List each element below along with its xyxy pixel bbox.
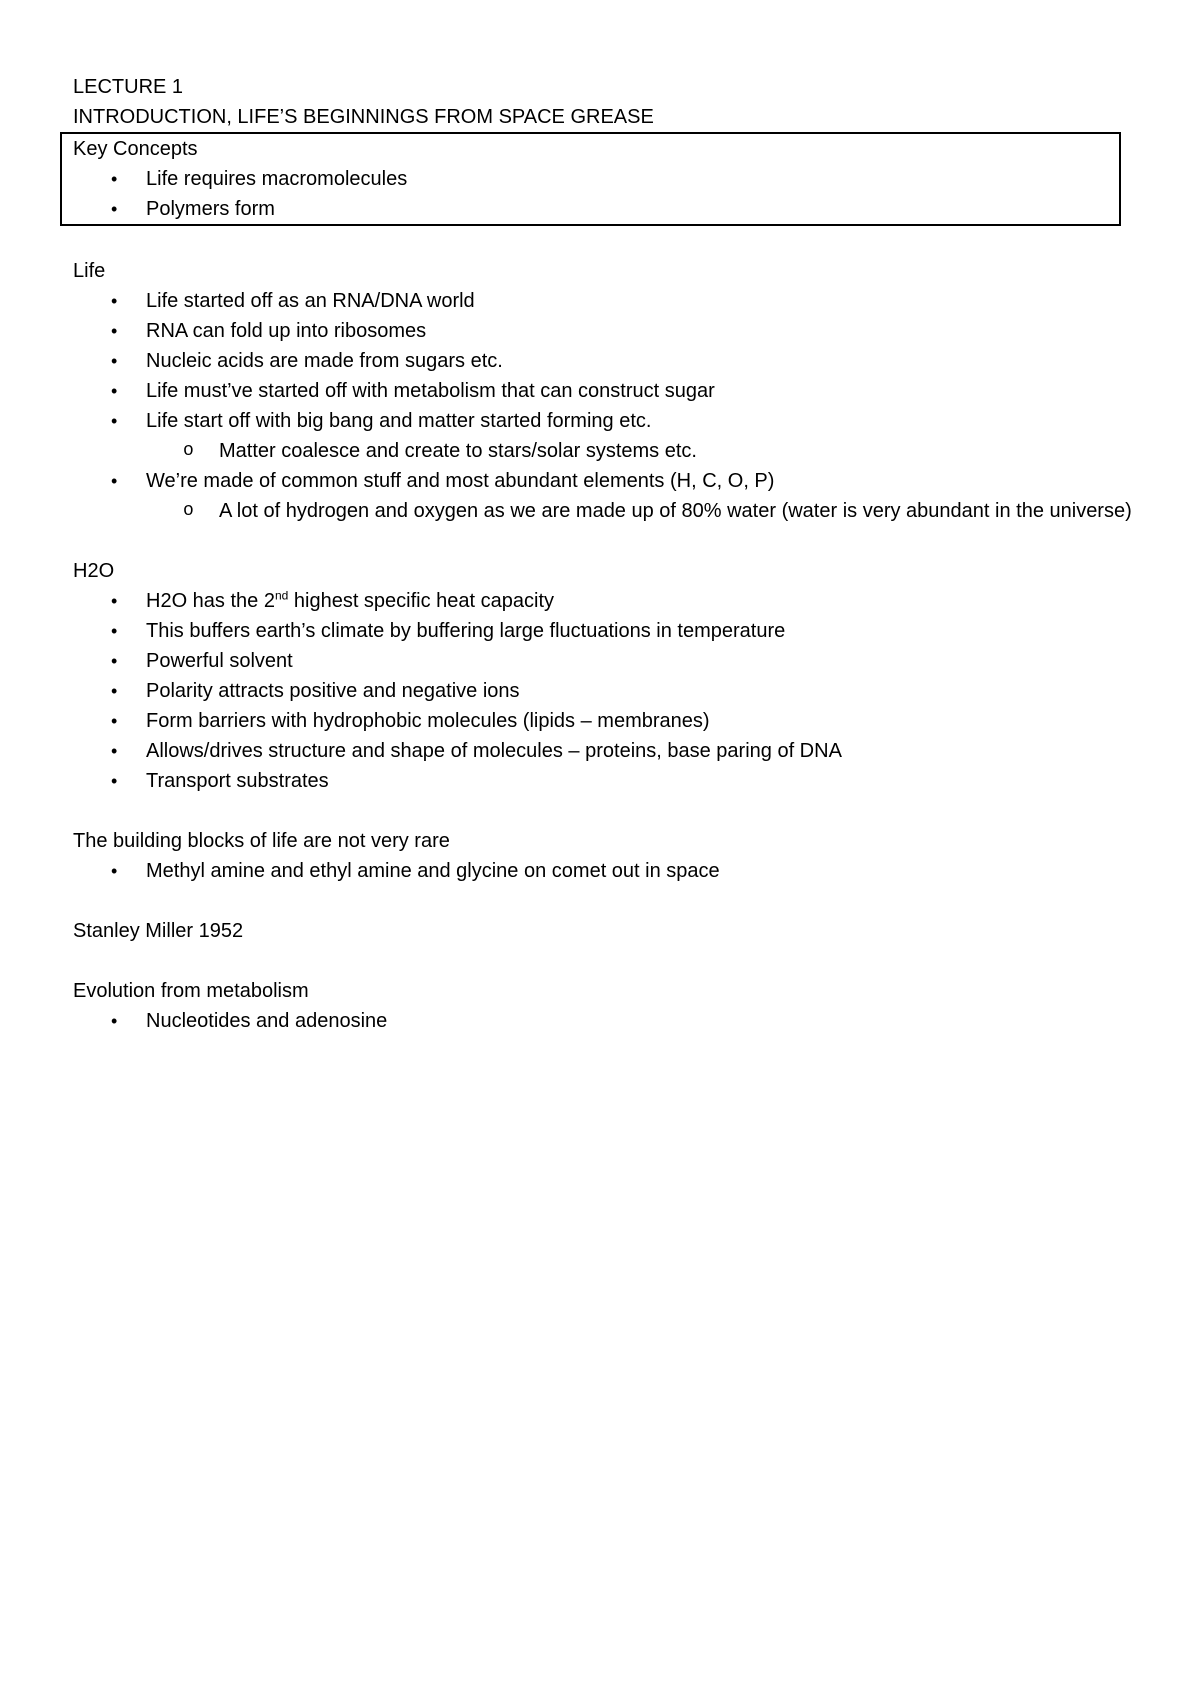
document-content: [73, 72, 1133, 1036]
section-miller: [73, 916, 1133, 946]
list-item: [73, 194, 1119, 224]
bullet-icon: •: [111, 861, 118, 881]
key-concepts-box: [60, 132, 1121, 226]
h2o-list: [73, 586, 1133, 796]
building-blocks-list: [73, 856, 1133, 886]
list-item: [73, 376, 1133, 406]
list-item-text: [146, 590, 554, 612]
bullet-icon: •: [111, 199, 118, 219]
list-item: [73, 586, 1133, 616]
sub-list-item-text: Matter coalesce and create to stars/solar systems etc.: [219, 440, 697, 462]
bullet-icon: •: [111, 321, 118, 341]
list-item: [73, 856, 1133, 886]
bullet-icon: •: [111, 1011, 118, 1031]
hollow-bullet-icon: o: [183, 501, 194, 521]
list-item-text: Allows/drives structure and shape of molecules – proteins, base paring of DNA: [146, 740, 842, 762]
section-evolution: [73, 976, 1133, 1036]
bullet-icon: •: [111, 651, 118, 671]
section-life: [73, 256, 1133, 526]
bullet-icon: •: [111, 621, 118, 641]
list-item-text: Methyl amine and ethyl amine and glycine on comet out in space: [146, 860, 720, 882]
bullet-icon: •: [111, 351, 118, 371]
sub-list-item-text: A lot of hydrogen and oxygen as we are made up of 80% water (water is very abundant in the universe): [219, 500, 1132, 522]
evolution-list: [73, 1006, 1133, 1036]
list-item: [73, 616, 1133, 646]
section-building-blocks: [73, 826, 1133, 886]
list-item: [73, 736, 1133, 766]
list-item-text: Life start off with big bang and matter started forming etc.: [146, 410, 652, 432]
bullet-icon: •: [111, 471, 118, 491]
list-item-text: RNA can fold up into ribosomes: [146, 320, 427, 342]
list-item: [73, 706, 1133, 736]
list-item: [73, 466, 1133, 526]
list-item-text: Life must’ve started off with metabolism that can construct sugar: [146, 380, 715, 402]
list-item: [73, 646, 1133, 676]
sub-list: [146, 496, 1133, 526]
list-item-text: This buffers earth’s climate by buffering large fluctuations in temperature: [146, 620, 786, 642]
list-item-text: Life requires macromolecules: [146, 168, 408, 190]
list-item-text: Nucleic acids are made from sugars etc.: [146, 350, 503, 372]
key-concepts-list: [73, 164, 1119, 224]
text-before-superscript: H2O has the 2: [146, 590, 275, 612]
list-item: [73, 346, 1133, 376]
bullet-icon: •: [111, 291, 118, 311]
key-concepts-heading: Key Concepts: [73, 138, 198, 160]
section-heading: Stanley Miller 1952: [73, 920, 244, 942]
list-item: [73, 1006, 1133, 1036]
list-item-text: Polarity attracts positive and negative ions: [146, 680, 520, 702]
section-heading: Evolution from metabolism: [73, 980, 309, 1002]
lecture-title: INTRODUCTION, LIFE’S BEGINNINGS FROM SPACE GREASE: [73, 106, 654, 128]
list-item: [73, 406, 1133, 466]
list-item: [73, 316, 1133, 346]
section-heading: Life: [73, 260, 106, 282]
list-item-text: Powerful solvent: [146, 650, 293, 672]
lecture-number: LECTURE 1: [73, 76, 184, 98]
section-h2o: [73, 556, 1133, 796]
superscript: nd: [274, 588, 289, 603]
list-item: [73, 676, 1133, 706]
section-heading: The building blocks of life are not very rare: [73, 830, 450, 852]
bullet-icon: •: [111, 681, 118, 701]
bullet-icon: •: [111, 591, 118, 611]
hollow-bullet-icon: o: [183, 441, 194, 461]
list-item-text: We’re made of common stuff and most abundant elements (H, C, O, P): [146, 470, 775, 492]
list-item-text: Form barriers with hydrophobic molecules (lipids – membranes): [146, 710, 710, 732]
bullet-icon: •: [111, 169, 118, 189]
bullet-icon: •: [111, 711, 118, 731]
list-item-text: Polymers form: [146, 198, 275, 220]
bullet-icon: •: [111, 411, 118, 431]
life-list: [73, 286, 1133, 526]
bullet-icon: •: [111, 741, 118, 761]
bullet-icon: •: [111, 381, 118, 401]
section-heading: H2O: [73, 560, 115, 582]
list-item: [73, 286, 1133, 316]
list-item-text: Life started off as an RNA/DNA world: [146, 290, 475, 312]
sub-list-item: [146, 436, 1133, 466]
bullet-icon: •: [111, 771, 118, 791]
list-item-text: Transport substrates: [146, 770, 329, 792]
list-item-text: Nucleotides and adenosine: [146, 1010, 388, 1032]
list-item: [73, 164, 1119, 194]
sub-list-item: [146, 496, 1133, 526]
sub-list: [146, 436, 1133, 466]
text-after-superscript: highest specific heat capacity: [288, 590, 555, 612]
list-item: [73, 766, 1133, 796]
